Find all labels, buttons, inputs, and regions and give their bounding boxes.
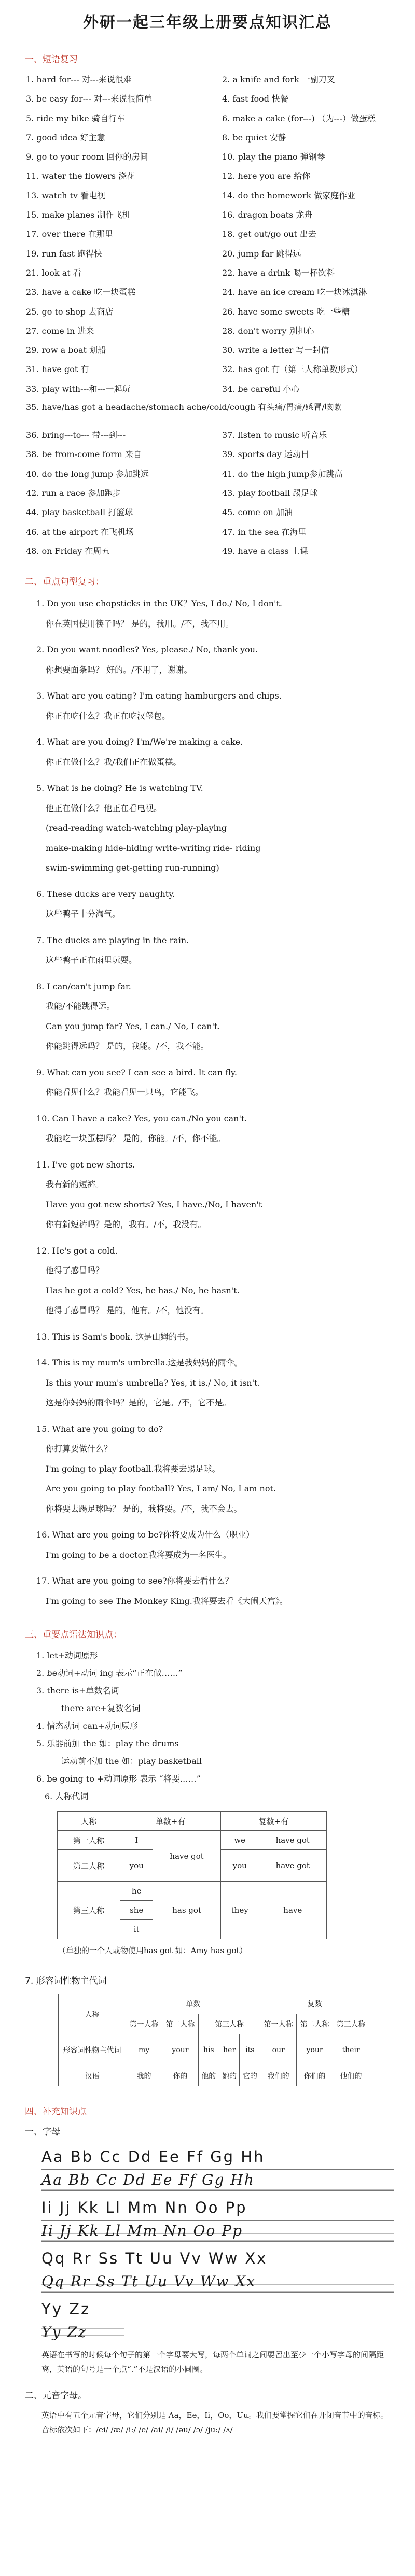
sentence-pattern: 5. What is he doing? He is watching TV.	[36, 783, 203, 793]
phrase-item: 13. watch tv 看电视	[26, 190, 106, 201]
sentence-line: 他得了感冒吗？	[46, 1265, 104, 1276]
sentence-pattern: 7. The ducks are playing in the rain.	[36, 935, 189, 945]
possessive-table	[58, 1994, 369, 2086]
sentence-line: Can you jump far? Yes, I can./ No, I can't.	[46, 1021, 220, 1031]
grammar-point: 3. there is+单数名词	[36, 1686, 119, 1696]
pron-i: I	[120, 1831, 153, 1850]
phrase-item: 24. have an ice cream 吃一块冰淇淋	[222, 287, 367, 297]
pronoun-note: （单独的一个人或物使用has got 如：Amy has got）	[58, 1946, 247, 1956]
phrase-item: 8. be quiet 安静	[222, 132, 286, 143]
phrase-item: 28. don't worry 别担心	[222, 325, 314, 336]
letters-note: 英语在书写的时候每个句子的第一个字母要大写，每两个单词之间要留出至少一个小写字母的间隔距离，英语的句号是一个点“.”不是汉语的小圆圈。	[42, 2350, 384, 2374]
phrase-item: 20. jump far 跳得远	[222, 248, 301, 259]
phrase-item: 47. in the sea 在海里	[222, 526, 307, 537]
printed-row-3: Qq Rr Ss Tt Uu Vv Ww Xx	[42, 2250, 268, 2268]
sentence-pattern: 11. I've got new shorts.	[36, 1159, 135, 1170]
t7-row-cn: 汉语	[59, 2066, 126, 2086]
sentence-list	[36, 595, 394, 1613]
handwritten-row-1: Aa Bb Cc Dd Ee Ff Gg Hh	[42, 2169, 394, 2191]
sentence-pattern: 17. What are you going to see?你将要去看什么？	[36, 1576, 233, 1586]
phrase-item: 41. do the high jump参加跳高	[222, 468, 343, 479]
sentence-line: 这些鸭子十分淘气。	[46, 909, 121, 919]
phrase-item: 32. has got 有（第三人称单数形式）	[222, 364, 363, 375]
sentence-line: 你有新短裤吗？是的，我有。/不，我没有。	[46, 1219, 206, 1230]
sentence-line: 你正在做什么？我/我们正在做蛋糕。	[46, 757, 182, 767]
handwritten-row-2: Ii Jj Kk Ll Mm Nn Oo Pp	[42, 2220, 394, 2242]
sentence-line: I'm going to play football.我将要去踢足球。	[46, 1463, 220, 1474]
alphabet-block	[42, 2144, 394, 2343]
t7-first-p: 第一人称	[260, 2014, 297, 2034]
possessive-form: its	[240, 2034, 260, 2066]
handwritten-row-3: Qq Rr Ss Tt Uu Vv Ww Xx	[42, 2271, 394, 2293]
phrase-item: 39. sports day 运动日	[222, 449, 309, 460]
possessive-cn: 我的	[126, 2066, 162, 2086]
phrase-item: 4. fast food 快餐	[222, 94, 289, 104]
pron-have-got-2: have got	[259, 1831, 326, 1850]
pron-it: it	[120, 1920, 153, 1939]
letters-title: 一、字母	[25, 2127, 60, 2138]
phrase-item: 34. be careful 小心	[222, 383, 300, 394]
sentence-line: 你能看见什么？我能看见一只鸟，它能飞。	[46, 1087, 204, 1098]
t7-h-person: 人称	[59, 1994, 126, 2034]
possessive-form: her	[219, 2034, 240, 2066]
possessive-form: your	[297, 2034, 333, 2066]
phrase-item: 26. have some sweets 吃一些糖	[222, 306, 350, 317]
phrase-item: 37. listen to music 听音乐	[222, 430, 327, 440]
phrase-grid	[26, 72, 394, 563]
t7-row-label: 形容词性物主代词	[59, 2034, 126, 2066]
sentence-pattern: 16. What are you going to be?你将要成为什么（职业）	[36, 1530, 255, 1540]
phrase-item: 36. bring---to--- 带---到---	[26, 430, 126, 440]
phrase-item: 25. go to shop 去商店	[26, 306, 114, 317]
phrase-item: 14. do the homework 做家庭作业	[222, 190, 356, 201]
phrase-item: 40. do the long jump 参加跳远	[26, 468, 149, 479]
phrase-item: 10. play the piano 弹钢琴	[222, 152, 325, 162]
sentence-line: swim-swimming get-getting run-running)	[46, 863, 219, 873]
sentence-pattern: 4. What are you doing? I'm/We're making a cake.	[36, 737, 243, 747]
phrase-item: 23. have a cake 吃一块蛋糕	[26, 287, 136, 297]
pron-have: have	[259, 1882, 326, 1939]
pron-you-2: you	[220, 1850, 259, 1882]
sentence-line: 我能/不能跳得远。	[46, 1001, 115, 1012]
possessive-form: my	[126, 2034, 162, 2066]
phrase-item: 21. look at 看	[26, 267, 81, 278]
t7-cn-row	[59, 2066, 369, 2086]
phrase-item: 3. be easy for--- 对---来说很简单	[26, 94, 153, 104]
sentence-line: I'm going to see The Monkey King.我将要去看《大闹天宫》。	[46, 1596, 288, 1606]
pron-first: 第一人称	[58, 1831, 120, 1850]
phrase-item: 33. play with---和---一起玩	[26, 383, 131, 394]
sentence-pattern: 14. This is my mum's umbrella.这是我妈妈的雨伞。	[36, 1358, 243, 1368]
possessive-title: 7. 形容词性物主代词	[25, 1976, 107, 1987]
page-title: 外研一起三年级上册要点知识汇总	[83, 13, 332, 32]
phrase-item: 2. a knife and fork 一副刀叉	[222, 75, 335, 84]
sentence-line: 你在英国使用筷子吗？ 是的，我用。/不，我不用。	[46, 618, 234, 629]
sentence-line: 你正在吃什么？我正在吃汉堡包。	[46, 710, 171, 721]
sentence-pattern: 9. What can you see? I can see a bird. It can fly.	[36, 1067, 237, 1077]
printed-row-2: Ii Jj Kk Ll Mm Nn Oo Pp	[42, 2199, 247, 2217]
phrase-item: 42. run a race 参加跑步	[26, 488, 121, 498]
pron-second: 第二人称	[58, 1850, 120, 1882]
phrase-item: 18. get out/go out 出去	[222, 229, 316, 239]
sentence-pattern: 8. I can/can't jump far.	[36, 981, 131, 991]
sentence-pattern: 10. Can I have a cake? Yes, you can./No you can't.	[36, 1113, 247, 1123]
t7-forms-row	[59, 2034, 369, 2066]
phrase-item: 43. play football 踢足球	[222, 488, 318, 498]
pron-you-1: you	[120, 1850, 153, 1882]
sentence-line: 你想要面条吗？ 好的。/不用了，谢谢。	[46, 664, 192, 675]
sentence-line: (read-reading watch-watching play-playing	[46, 823, 227, 833]
section-title-grammar: 三、重要点语法知识点：	[25, 1630, 122, 1641]
phrase-item: 44. play basketball 打篮球	[26, 507, 133, 518]
sentence-line: 你能跳得远吗？ 是的，我能。/不，我不能。	[46, 1041, 209, 1051]
printed-row-4: Yy Zz	[42, 2300, 91, 2318]
sentence-line: make-making hide-hiding write-writing ride- riding	[46, 843, 261, 853]
grammar-point: 6. be going to +动词原形 表示 “将要……”	[36, 1774, 201, 1784]
pron-they: they	[220, 1882, 259, 1939]
sentence-line: Have you got new shorts? Yes, I have./No, I haven't	[46, 1199, 262, 1209]
sentence-pattern: 15. What are you going to do?	[36, 1424, 163, 1434]
sentence-line: Are you going to play football? Yes, I am/ No, I am not.	[46, 1484, 276, 1494]
t7-h-plural: 复数	[260, 1994, 369, 2014]
t7-h-singular: 单数	[126, 1994, 260, 2014]
phrase-item: 15. make planes 制作飞机	[26, 210, 131, 220]
grammar-list	[36, 1647, 394, 1806]
phrase-item: 49. have a class 上课	[222, 546, 308, 556]
sentence-pattern: 13. This is Sam's book. 这是山姆的书。	[36, 1331, 194, 1342]
phrase-item: 11. water the flowers 浇花	[26, 171, 135, 181]
grammar-point: there are+复数名词	[61, 1703, 141, 1714]
possessive-cn: 我们的	[260, 2066, 297, 2086]
section-title-supplement: 四、补充知识点	[25, 2107, 87, 2117]
phrase-item: 45. come on 加油	[222, 507, 293, 518]
pronoun-table	[57, 1811, 327, 1939]
phrase-item: 31. have got 有	[26, 364, 89, 375]
possessive-cn: 他的	[198, 2066, 219, 2086]
pron-she: she	[120, 1901, 153, 1920]
pron-third: 第三人称	[58, 1882, 120, 1939]
sentence-line: 他得了感冒吗？ 是的，他有。/不，他没有。	[46, 1305, 209, 1316]
pron-h-plural: 复数+有	[220, 1812, 326, 1831]
phrase-item: 22. have a drink 喝一杯饮料	[222, 267, 335, 278]
grammar-point: 运动前不加 the 如：play basketball	[61, 1756, 202, 1767]
t7-second-s: 第二人称	[162, 2014, 199, 2034]
pron-have-got-3: have got	[259, 1850, 326, 1882]
grammar-point: 6. 人称代词	[45, 1791, 89, 1802]
phrase-item: 7. good idea 好主意	[26, 132, 105, 143]
pron-he: he	[120, 1882, 153, 1901]
vowels-title: 二、元音字母。	[25, 2390, 87, 2401]
possessive-form: your	[162, 2034, 199, 2066]
possessive-form: his	[198, 2034, 219, 2066]
t7-second-p: 第二人称	[297, 2014, 333, 2034]
phrase-item: 17. over there 在那里	[26, 229, 113, 239]
sentence-pattern: 12. He's got a cold.	[36, 1245, 118, 1256]
phrase-item: 29. row a boat 划船	[26, 345, 106, 355]
possessive-cn: 他们的	[333, 2066, 369, 2086]
pron-have-got-1: have got	[153, 1831, 220, 1882]
sentence-pattern: 6. These ducks are very naughty.	[36, 889, 175, 899]
sentence-line: 你将要去踢足球吗？ 是的，我将要。/不，我不会去。	[46, 1503, 242, 1514]
sentence-pattern: 1. Do you use chopsticks in the UK？Yes, I do./ No, I don't.	[36, 599, 283, 609]
possessive-cn: 你的	[162, 2066, 199, 2086]
possessive-form: our	[260, 2034, 297, 2066]
phrase-item: 30. write a letter 写一封信	[222, 345, 329, 355]
grammar-point: 1. let+动词原形	[36, 1650, 98, 1661]
sentence-line: 他正在做什么？他正在看电视。	[46, 803, 162, 813]
phrase-item: 48. on Friday 在周五	[26, 546, 110, 556]
phrase-item: 35. have/has got a headache/stomach ache/cold/cough 有头痛/胃痛/感冒/咳嗽	[26, 402, 341, 412]
grammar-point: 2. be动词+动词 ing 表示“正在做……”	[36, 1668, 183, 1678]
printed-row-1: Aa Bb Cc Dd Ee Ff Gg Hh	[42, 2148, 265, 2166]
phrase-item: 5. ride my bike 骑自行车	[26, 113, 125, 123]
sentence-line: 我有新的短裤。	[46, 1179, 104, 1190]
possessive-cn: 它的	[240, 2066, 260, 2086]
phrase-item: 6. make a cake (for---) （为---）做蛋糕	[222, 113, 376, 123]
possessive-cn: 你们的	[297, 2066, 333, 2086]
possessive-form: their	[333, 2034, 369, 2066]
handwritten-row-4: Yy Zz	[42, 2322, 125, 2343]
phrase-item: 19. run fast 跑得快	[26, 248, 103, 259]
sentence-line: Has he got a cold? Yes, he has./ No, he hasn't.	[46, 1285, 240, 1296]
pron-we: we	[220, 1831, 259, 1850]
grammar-point: 4. 情态动词 can+动词原形	[36, 1721, 138, 1731]
phrase-item: 1. hard for--- 对---来说很难	[26, 75, 132, 84]
sentence-line: 你打算要做什么？	[46, 1444, 113, 1454]
t7-third-p: 第三人称	[333, 2014, 369, 2034]
pron-h-person: 人称	[58, 1812, 120, 1831]
sentence-line: 我能吃一块蛋糕吗？ 是的，你能。/不，你不能。	[46, 1133, 226, 1144]
possessive-cn: 她的	[219, 2066, 240, 2086]
sentence-line: 这是你妈妈的雨伞吗？是的，它是。/不，它不是。	[46, 1398, 231, 1408]
section-title-phrases: 一、短语复习	[25, 54, 78, 65]
sentence-pattern: 3. What are you eating? I'm eating hamburgers and chips.	[36, 691, 282, 701]
phrase-item: 27. come in 进来	[26, 325, 94, 336]
sentence-line: 这些鸭子正在雨里玩耍。	[46, 955, 137, 965]
sentence-pattern: 2. Do you want noodles? Yes, please./ No, thank you.	[36, 645, 258, 655]
pron-has-got: has got	[153, 1882, 220, 1939]
phrase-item: 16. dragon boats 龙舟	[222, 210, 313, 220]
pron-h-singular: 单数+有	[120, 1812, 221, 1831]
section-title-sentences: 二、重点句型复习：	[25, 577, 104, 588]
grammar-point: 5. 乐器前加 the 如：play the drums	[36, 1739, 179, 1749]
t7-first-s: 第一人称	[126, 2014, 162, 2034]
phrase-item: 9. go to your room 回你的房间	[26, 152, 148, 162]
sentence-line: Is this your mum's umbrella? Yes, it is./ No, it isn't.	[46, 1377, 260, 1388]
vowels-text: 英语中有五个元音字母，它们分别是 Aa，Ee，Ii，Oo，Uu。我们要掌握它们在开闭音节中的音标。音标依次如下：/ei/ /æ/ /i:/ /e/ /ai/ /i/ /əu/ /ɔ/ /ju:/ /ʌ/	[42, 2411, 389, 2435]
phrase-item: 38. be from-come form 来自	[26, 449, 142, 460]
sentence-line: I'm going to be a doctor.我将要成为一名医生。	[46, 1549, 232, 1560]
phrase-item: 46. at the airport 在飞机场	[26, 526, 134, 537]
t7-third-s: 第三人称	[198, 2014, 260, 2034]
phrase-item: 12. here you are 给你	[222, 171, 311, 181]
